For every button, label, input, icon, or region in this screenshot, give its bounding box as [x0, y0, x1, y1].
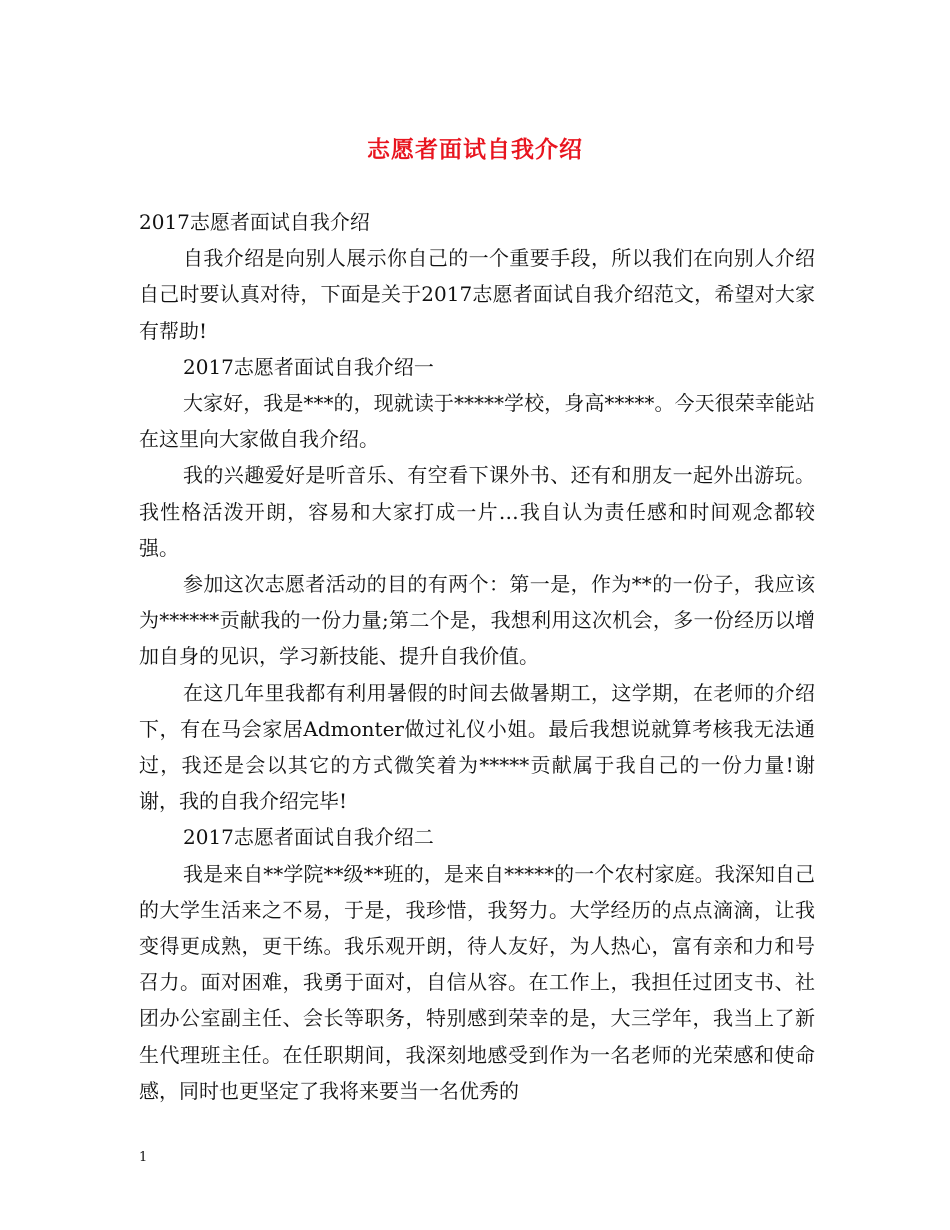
- body-paragraph: 在这几年里我都有利用暑假的时间去做暑期工，这学期，在老师的介绍下，有在马会家居Admonter做过礼仪小姐。最后我想说就算考核我无法通过，我还是会以其它的方式微笑着为*****贡献属于我自己的一份力量!谢谢，我的自我介绍完毕!: [139, 680, 815, 814]
- body-paragraph: 我是来自**学院**级**班的，是来自*****的一个农村家庭。我深知自己的大学生活来之不易，于是，我珍惜，我努力。大学经历的点点滴滴，让我变得更成熟，更干练。我乐观开朗，待人友好，为人热心，富有亲和力和号召力。面对困难，我勇于面对，自信从容。在工作上，我担任过团支书、社团办公室副主任、会长等职务，特别感到荣幸的是，大三学年，我当上了新生代理班主任。在任职期间，我深刻地感受到作为一名老师的光荣感和使命感，同时也更坚定了我将来要当一名优秀的: [139, 861, 815, 1103]
- body-paragraph: 参加这次志愿者活动的目的有两个：第一是，作为**的一份子，我应该为******贡献我的一份力量;第二个是，我想利用这次机会，多一份经历以增加自身的见识，学习新技能、提升自我价值。: [139, 572, 815, 669]
- intro-paragraph: 自我介绍是向别人展示你自己的一个重要手段，所以我们在向别人介绍自己时要认真对待，下面是关于2017志愿者面试自我介绍范文，希望对大家有帮助!: [139, 246, 815, 343]
- document-title: 志愿者面试自我介绍: [367, 136, 583, 163]
- page-number: 1: [139, 1150, 148, 1165]
- body-paragraph: 我的兴趣爱好是听音乐、有空看下课外书、还有和朋友一起外出游玩。我性格活泼开朗，容易和大家打成一片…我自认为责任感和时间观念都较强。: [139, 463, 815, 560]
- subtitle-paragraph: 2017志愿者面试自我介绍: [139, 210, 370, 234]
- body-paragraph: 大家好，我是***的，现就读于*****学校，身高*****。今天很荣幸能站在这里向大家做自我介绍。: [139, 391, 815, 452]
- section-heading-2: 2017志愿者面试自我介绍二: [183, 825, 434, 850]
- document-body: [139, 204, 815, 1109]
- section-heading-1: 2017志愿者面试自我介绍一: [183, 354, 434, 379]
